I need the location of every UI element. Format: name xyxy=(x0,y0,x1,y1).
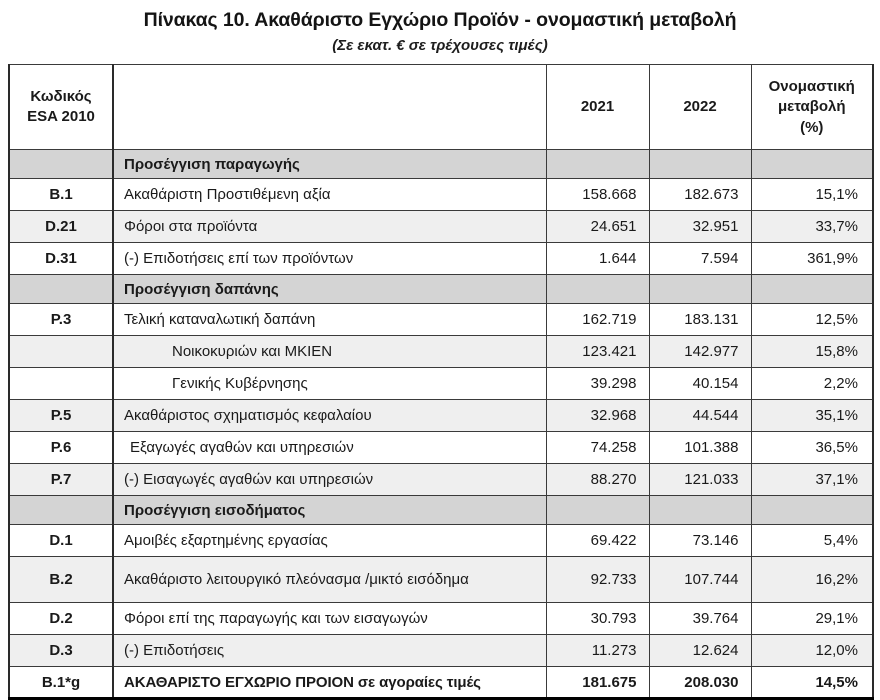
cell-value-2021: 88.270 xyxy=(546,464,649,496)
table-row xyxy=(9,464,873,496)
cell-description: Προσέγγιση εισοδήματος xyxy=(113,496,546,525)
cell-description: Προσέγγιση παραγωγής xyxy=(113,150,546,179)
cell-description: Εξαγωγές αγαθών και υπηρεσιών xyxy=(113,432,546,464)
cell-value-2022: 183.131 xyxy=(649,304,751,336)
cell-value-2021 xyxy=(546,275,649,304)
cell-nominal-change: 12,5% xyxy=(751,304,873,336)
cell-value-2022 xyxy=(649,496,751,525)
table-row-sub xyxy=(9,336,873,368)
cell-esa-code xyxy=(9,275,113,304)
cell-nominal-change: 15,8% xyxy=(751,336,873,368)
column-header-change-line3: (%) xyxy=(800,118,824,136)
cell-esa-code: D.31 xyxy=(9,243,113,275)
cell-nominal-change: 12,0% xyxy=(751,635,873,667)
column-header-code xyxy=(9,65,113,150)
table-row xyxy=(9,603,873,635)
cell-value-2021: 181.675 xyxy=(546,667,649,699)
cell-value-2022: 7.594 xyxy=(649,243,751,275)
cell-nominal-change: 33,7% xyxy=(751,211,873,243)
column-header-change xyxy=(751,65,873,150)
cell-esa-code: D.21 xyxy=(9,211,113,243)
cell-nominal-change: 361,9% xyxy=(751,243,873,275)
table-row xyxy=(9,179,873,211)
cell-value-2022 xyxy=(649,275,751,304)
table-row xyxy=(9,211,873,243)
cell-value-2021 xyxy=(546,496,649,525)
cell-value-2021: 74.258 xyxy=(546,432,649,464)
cell-value-2022: 101.388 xyxy=(649,432,751,464)
cell-esa-code: P.3 xyxy=(9,304,113,336)
column-header-change-line2: μεταβολή xyxy=(777,98,846,116)
cell-esa-code: P.7 xyxy=(9,464,113,496)
table-row xyxy=(9,243,873,275)
section-header-row xyxy=(9,150,873,179)
column-header-code-line1: Κωδικός xyxy=(30,88,92,106)
cell-value-2021: 1.644 xyxy=(546,243,649,275)
cell-value-2021: 30.793 xyxy=(546,603,649,635)
cell-esa-code: B.1 xyxy=(9,179,113,211)
cell-nominal-change: 36,5% xyxy=(751,432,873,464)
cell-description: Νοικοκυριών και ΜΚΙΕΝ xyxy=(113,336,546,368)
cell-nominal-change: 15,1% xyxy=(751,179,873,211)
cell-description: Αμοιβές εξαρτημένης εργασίας xyxy=(113,525,546,557)
cell-nominal-change: 2,2% xyxy=(751,368,873,400)
cell-nominal-change xyxy=(751,150,873,179)
cell-nominal-change: 16,2% xyxy=(751,557,873,603)
table-row xyxy=(9,400,873,432)
cell-description: Ακαθάριστος σχηματισμός κεφαλαίου xyxy=(113,400,546,432)
table-header xyxy=(9,65,873,150)
cell-nominal-change xyxy=(751,496,873,525)
table-row xyxy=(9,557,873,603)
cell-nominal-change xyxy=(751,275,873,304)
cell-value-2022: 182.673 xyxy=(649,179,751,211)
cell-value-2021 xyxy=(546,150,649,179)
cell-esa-code xyxy=(9,150,113,179)
cell-value-2021: 69.422 xyxy=(546,525,649,557)
table-container xyxy=(8,64,872,700)
cell-esa-code xyxy=(9,368,113,400)
cell-value-2022: 39.764 xyxy=(649,603,751,635)
column-header-change-line1: Ονομαστική xyxy=(768,78,855,96)
cell-description: Τελική καταναλωτική δαπάνη xyxy=(113,304,546,336)
cell-esa-code xyxy=(9,496,113,525)
column-header-code-line2: ESA 2010 xyxy=(27,108,95,126)
cell-nominal-change: 29,1% xyxy=(751,603,873,635)
cell-value-2021: 39.298 xyxy=(546,368,649,400)
cell-esa-code: P.5 xyxy=(9,400,113,432)
total-row xyxy=(9,667,873,699)
cell-description: ΑΚΑΘΑΡΙΣΤΟ ΕΓΧΩΡΙΟ ΠΡΟΙΟΝ σε αγοραίες τιμές xyxy=(113,667,546,699)
cell-value-2022: 208.030 xyxy=(649,667,751,699)
table-row xyxy=(9,525,873,557)
cell-esa-code: P.6 xyxy=(9,432,113,464)
cell-description: Προσέγγιση δαπάνης xyxy=(113,275,546,304)
cell-value-2021: 32.968 xyxy=(546,400,649,432)
column-header-2022: 2022 xyxy=(649,65,751,150)
cell-value-2022: 121.033 xyxy=(649,464,751,496)
header-row xyxy=(9,65,873,150)
table-row xyxy=(9,635,873,667)
cell-nominal-change: 5,4% xyxy=(751,525,873,557)
table-row-sub xyxy=(9,368,873,400)
cell-esa-code xyxy=(9,336,113,368)
cell-value-2021: 162.719 xyxy=(546,304,649,336)
cell-esa-code: B.1*g xyxy=(9,667,113,699)
table-row xyxy=(9,432,873,464)
cell-value-2021: 158.668 xyxy=(546,179,649,211)
cell-description: Γενικής Κυβέρνησης xyxy=(113,368,546,400)
cell-value-2022: 107.744 xyxy=(649,557,751,603)
cell-description: (-) Επιδοτήσεις xyxy=(113,635,546,667)
cell-value-2022: 40.154 xyxy=(649,368,751,400)
cell-value-2021: 123.421 xyxy=(546,336,649,368)
cell-description: (-) Εισαγωγές αγαθών και υπηρεσιών xyxy=(113,464,546,496)
section-header-row xyxy=(9,275,873,304)
cell-description: Φόροι επί της παραγωγής και των εισαγωγών xyxy=(113,603,546,635)
column-header-description xyxy=(113,65,546,150)
cell-description: Ακαθάριστη Προστιθέμενη αξία xyxy=(113,179,546,211)
cell-nominal-change: 35,1% xyxy=(751,400,873,432)
cell-value-2021: 24.651 xyxy=(546,211,649,243)
cell-esa-code: D.2 xyxy=(9,603,113,635)
cell-value-2022: 73.146 xyxy=(649,525,751,557)
cell-value-2022: 142.977 xyxy=(649,336,751,368)
cell-esa-code: D.3 xyxy=(9,635,113,667)
cell-description: Ακαθάριστο λειτουργικό πλεόνασμα /μικτό εισόδημα xyxy=(113,557,546,603)
gdp-table xyxy=(8,64,874,700)
cell-esa-code: D.1 xyxy=(9,525,113,557)
table-row xyxy=(9,304,873,336)
cell-value-2022: 12.624 xyxy=(649,635,751,667)
cell-value-2022 xyxy=(649,150,751,179)
cell-value-2021: 11.273 xyxy=(546,635,649,667)
page-title: Πίνακας 10. Ακαθάριστο Εγχώριο Προϊόν - ονομαστική μεταβολή xyxy=(143,9,737,31)
table-body xyxy=(9,150,873,699)
title-block xyxy=(0,0,880,54)
cell-esa-code: B.2 xyxy=(9,557,113,603)
page-subtitle: (Σε εκατ. € σε τρέχουσες τιμές) xyxy=(332,37,548,55)
section-header-row xyxy=(9,496,873,525)
cell-nominal-change: 14,5% xyxy=(751,667,873,699)
column-header-2021: 2021 xyxy=(546,65,649,150)
cell-description: Φόροι στα προϊόντα xyxy=(113,211,546,243)
cell-value-2022: 32.951 xyxy=(649,211,751,243)
cell-value-2021: 92.733 xyxy=(546,557,649,603)
cell-nominal-change: 37,1% xyxy=(751,464,873,496)
cell-description: (-) Επιδοτήσεις επί των προϊόντων xyxy=(113,243,546,275)
cell-value-2022: 44.544 xyxy=(649,400,751,432)
